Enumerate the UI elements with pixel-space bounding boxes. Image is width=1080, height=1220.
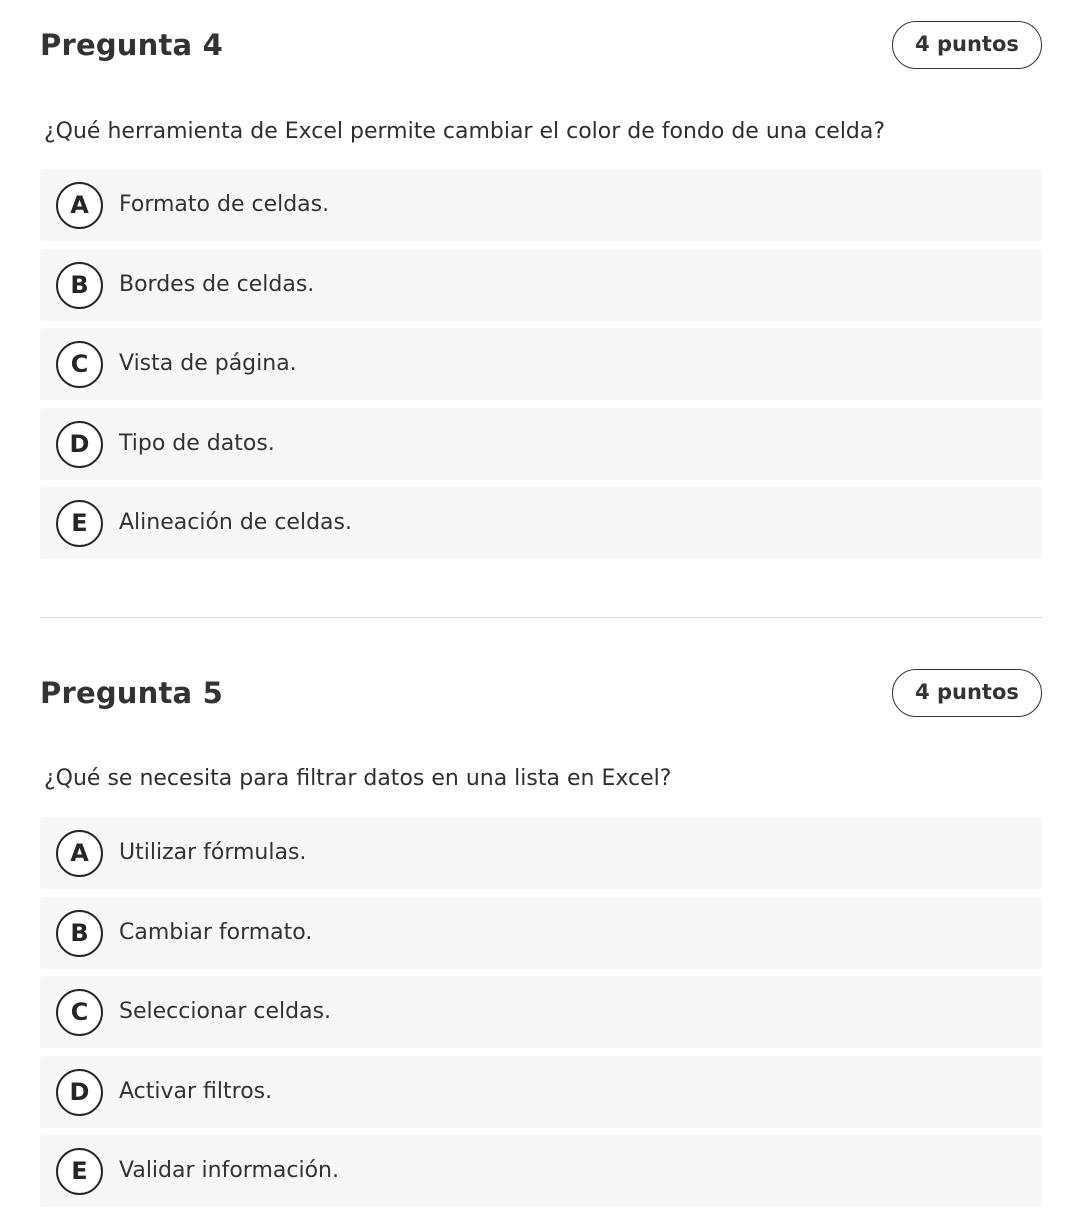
question-title: Pregunta 5 (40, 676, 223, 710)
option-c[interactable] (40, 976, 1042, 1048)
option-a[interactable] (40, 817, 1042, 889)
options-list (40, 169, 1042, 567)
option-label: Bordes de celdas. (119, 271, 315, 297)
question-title: Pregunta 4 (40, 28, 223, 62)
option-letter-badge: B (56, 910, 103, 957)
option-label: Cambiar formato. (119, 919, 313, 945)
option-e[interactable] (40, 487, 1042, 559)
question-header (40, 21, 1042, 73)
question-4 (40, 21, 1042, 537)
question-header (40, 669, 1042, 721)
option-letter-badge: A (56, 830, 103, 877)
option-label: Validar información. (119, 1158, 339, 1183)
option-letter-badge: A (56, 182, 103, 229)
option-letter-badge: D (56, 1069, 103, 1116)
option-a[interactable] (40, 169, 1042, 241)
option-e[interactable] (40, 1135, 1042, 1207)
points-badge: 4 puntos (892, 669, 1042, 717)
option-label: Utilizar fórmulas. (119, 840, 307, 865)
option-label: Tipo de datos. (119, 430, 275, 456)
option-letter-badge: D (56, 421, 103, 468)
option-label: Vista de página. (119, 351, 297, 376)
option-letter-badge: E (56, 1148, 103, 1195)
section-divider (40, 617, 1042, 618)
question-text: ¿Qué herramienta de Excel permite cambiar el color de fondo de una celda? (44, 119, 886, 144)
option-letter-badge: C (56, 989, 103, 1036)
option-b[interactable] (40, 897, 1042, 969)
question-5 (40, 669, 1042, 1185)
option-c[interactable] (40, 328, 1042, 400)
options-list (40, 817, 1042, 1215)
option-letter-badge: B (56, 262, 103, 309)
question-text: ¿Qué se necesita para filtrar datos en una lista en Excel? (44, 766, 672, 791)
points-badge: 4 puntos (892, 21, 1042, 69)
option-label: Formato de celdas. (119, 192, 330, 217)
option-label: Alineación de celdas. (119, 510, 352, 535)
option-letter-badge: E (56, 500, 103, 547)
option-label: Seleccionar celdas. (119, 999, 332, 1024)
option-letter-badge: C (56, 341, 103, 388)
option-d[interactable] (40, 408, 1042, 480)
option-b[interactable] (40, 249, 1042, 321)
option-d[interactable] (40, 1056, 1042, 1128)
option-label: Activar filtros. (119, 1078, 273, 1104)
